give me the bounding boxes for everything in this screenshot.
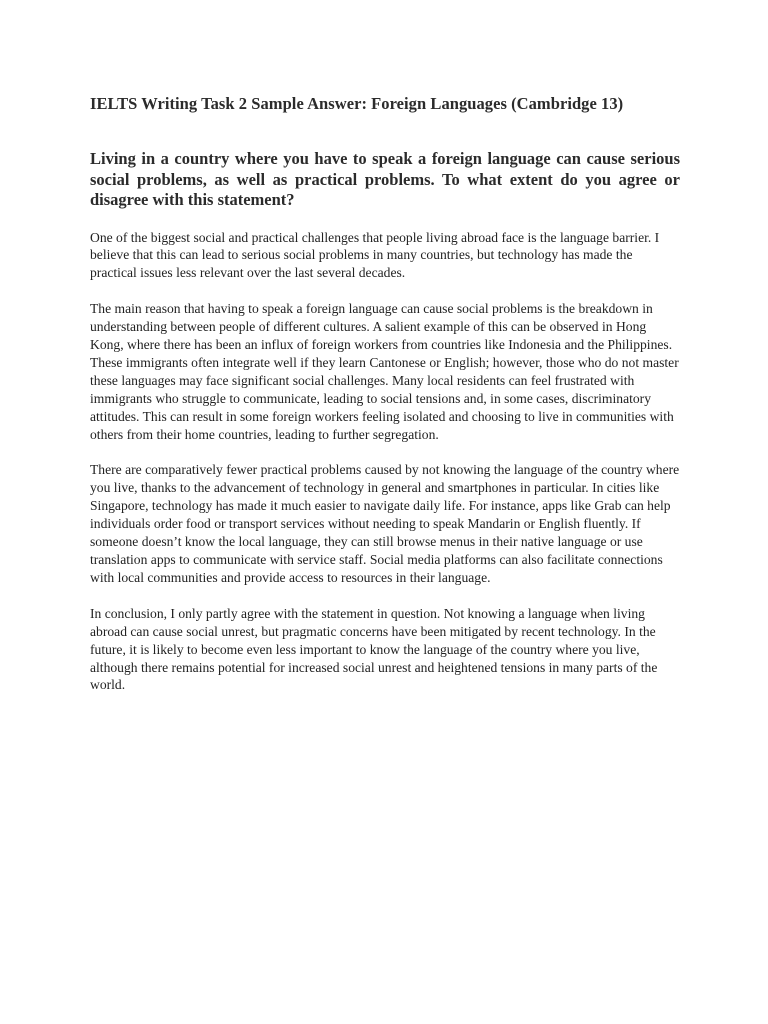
- document-title: IELTS Writing Task 2 Sample Answer: Foreign Languages (Cambridge 13): [90, 94, 624, 113]
- paragraph-body-social: The main reason that having to speak a foreign language can cause social problems is the breakdown in understanding between people of different cultures. A salient example of this can be observed in Hong Kong, where there has been an influx of foreign workers from countries like Indonesia and the Philippines. These immigrants often integrate well if they learn Cantonese or English; however, those who do not master these languages may face significant social challenges. Many local residents can feel frustrated with immigrants who struggle to communicate, leading to social tensions and, in some cases, discriminatory attitudes. This can result in some foreign workers feeling isolated and choosing to live in communities with others from their home countries, leading to further segregation.: [90, 301, 679, 442]
- paragraph-conclusion: In conclusion, I only partly agree with the statement in question. Not knowing a language when living abroad can cause social unrest, but pragmatic concerns have been mitigated by recent technology. In the future, it is likely to become even less important to know the language of the country where you live, although there remains potential for increased social unrest and heightened tensions in many parts of the world.: [90, 605, 658, 693]
- essay-question: Living in a country where you have to speak a foreign language can cause serious social problems, as well as practical problems. To what extent do you agree or disagree with this statement?: [90, 149, 680, 209]
- paragraph-introduction: One of the biggest social and practical challenges that people living abroad face is the language barrier. I believe that this can lead to serious social problems in many countries, but technology has made the practical issues less relevant over the last several decades.: [90, 229, 660, 281]
- document-page: [90, 94, 680, 694]
- paragraph-body-practical: There are comparatively fewer practical problems caused by not knowing the language of the country where you live, thanks to the advancement of technology in general and smartphones in particular. In cities like Singapore, technology has made it much easier to navigate daily life. For instance, apps like Grab can help individuals order food or transport services without needing to speak Mandarin or English fluently. If someone doesn’t know the local language, they can still browse menus in their native language or use translation apps to communicate with service staff. Social media platforms can also facilitate connections with local communities and provide access to resources in their language.: [90, 462, 680, 585]
